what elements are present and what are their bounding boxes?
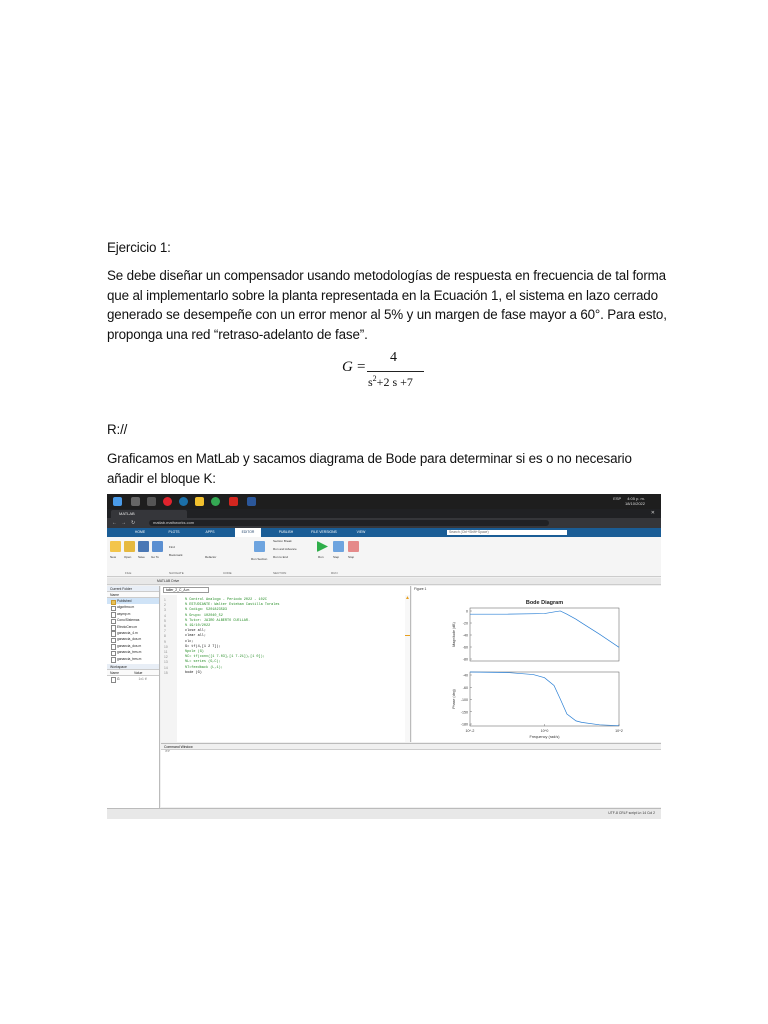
file-item[interactable]: asymp.m xyxy=(107,611,159,617)
browser-tab-strip xyxy=(107,509,661,518)
matlab-ribbon-tabs xyxy=(107,528,661,537)
run-section-button-label[interactable]: Run Section xyxy=(251,557,268,561)
line-number-gutter xyxy=(161,595,177,742)
files-column-header[interactable]: Name xyxy=(107,592,159,598)
steam-icon[interactable] xyxy=(179,497,188,506)
workspace-title: Workspace xyxy=(107,664,159,670)
acrobat-icon[interactable] xyxy=(229,497,238,506)
browser-address-bar xyxy=(107,518,661,528)
file-item[interactable]: Cono/Sistemas xyxy=(107,617,159,623)
y-tick-label: -80 xyxy=(462,657,468,662)
line-number: 13 xyxy=(164,660,168,665)
x-tick-label: 10^0 xyxy=(540,729,549,733)
code-line[interactable]: % Codigo: 5201823593 xyxy=(185,608,228,613)
equation-lhs: G xyxy=(342,359,353,375)
word-icon[interactable] xyxy=(247,497,256,506)
figure-tab[interactable]: Figure 1 xyxy=(414,587,427,591)
run-and-advance-link[interactable]: Run and Advance xyxy=(273,547,297,551)
current-path-bar[interactable]: MATLAB Drive xyxy=(107,578,661,585)
find-button-label[interactable]: Find xyxy=(169,545,175,549)
taskbar-clock[interactable] xyxy=(613,496,645,506)
file-item[interactable]: ganancia_4.m xyxy=(107,630,159,636)
chrome-icon[interactable] xyxy=(211,497,220,506)
line-number: 2 xyxy=(164,603,166,608)
code-line[interactable]: % Tutor: JAIRO ALBERTO CUELLAR. xyxy=(185,618,251,623)
transfer-function-equation xyxy=(342,350,462,394)
x-tick-label: 10^-2 xyxy=(465,729,475,733)
line-number: 11 xyxy=(164,650,168,654)
y-tick-label: -100 xyxy=(460,698,468,702)
y-tick-label: -150 xyxy=(460,710,468,715)
line-number: 8 xyxy=(164,634,166,639)
y-tick-label: -60 xyxy=(462,645,468,650)
stop-icon[interactable] xyxy=(348,541,359,552)
save-button-label[interactable]: Save xyxy=(138,555,145,559)
goto-icon[interactable] xyxy=(152,541,163,552)
refactor-button-label[interactable]: Refactor xyxy=(205,555,217,559)
line-number: 12 xyxy=(164,655,168,660)
workspace-variable[interactable] xyxy=(107,676,159,682)
equation-numerator: 4 xyxy=(390,350,397,365)
line-number: 4 xyxy=(164,613,166,618)
file-item[interactable]: ganancia_dos.m xyxy=(107,636,159,642)
back-arrow-icon[interactable]: ← xyxy=(112,520,117,526)
line-number: 15 xyxy=(164,670,168,675)
step-button-label[interactable]: Step xyxy=(333,555,340,559)
stop-button-label[interactable]: Stop xyxy=(348,555,355,559)
status-text: UTF-8 CRLF script Ln 14 Col 2 xyxy=(608,811,655,815)
tab-apps[interactable]: APPS xyxy=(205,530,215,534)
code-line[interactable]: %L= series (G,C); xyxy=(185,660,221,665)
line-number: 5 xyxy=(164,618,166,623)
equation-denominator xyxy=(368,374,413,390)
files-icon[interactable] xyxy=(195,497,204,506)
command-window-title: Command Window xyxy=(161,744,661,750)
workspace-variable-name: G xyxy=(117,676,120,681)
code-line[interactable]: % 19/10/2022 xyxy=(185,624,211,628)
line-number: 10 xyxy=(164,644,168,649)
forward-arrow-icon[interactable]: → xyxy=(121,520,126,526)
line-number: 6 xyxy=(164,624,166,628)
bode-diagram[interactable] xyxy=(412,586,661,742)
code-line[interactable]: clear all; xyxy=(185,634,207,639)
line-number: 7 xyxy=(164,629,166,634)
axes-box-2 xyxy=(470,672,619,726)
workspace-value-header[interactable]: Value xyxy=(134,670,143,675)
file-item[interactable]: ganancia_tres.m xyxy=(107,649,159,655)
answer-label: R:// xyxy=(107,422,128,437)
search-icon[interactable] xyxy=(131,497,140,506)
editor-file-tab[interactable]: taller_2_C_A.m xyxy=(163,587,209,593)
browser-tab-matlab[interactable]: MATLAB xyxy=(111,510,187,518)
command-prompt[interactable]: >> xyxy=(165,750,170,754)
ribbon-group-code: CODE xyxy=(223,571,232,575)
figure-window xyxy=(412,586,661,742)
y-axis-label: Magnitude (dB) xyxy=(452,622,456,647)
task-view-icon[interactable] xyxy=(147,497,156,506)
windows-start-icon[interactable] xyxy=(113,497,122,506)
line-number: 14 xyxy=(164,665,168,670)
denominator-rest: +2 s +7 xyxy=(376,375,413,389)
new-button-label[interactable]: New xyxy=(110,555,117,559)
ribbon-group-run: RUN xyxy=(331,571,338,575)
clock-time: 4:05 p. m. xyxy=(627,496,645,501)
denominator-s: s xyxy=(368,375,373,389)
matlab-screenshot xyxy=(107,494,661,819)
save-icon[interactable] xyxy=(138,541,149,552)
code-editor xyxy=(161,586,411,742)
equation-equals: = xyxy=(357,359,366,375)
denominator-exponent: 2 xyxy=(372,374,377,383)
run-button-label[interactable]: Run xyxy=(318,555,324,559)
code-line[interactable]: G= tf(4,[1 2 7]); xyxy=(185,644,221,649)
x-tick-label: 10^2 xyxy=(615,729,623,733)
code-line[interactable]: bode (G) xyxy=(185,670,202,675)
y-tick-label: -60 xyxy=(462,685,468,690)
y-tick-label: -180 xyxy=(460,722,468,727)
ribbon-group-navigate: NAVIGATE xyxy=(169,571,184,575)
file-item[interactable]: EfectoCero.m xyxy=(107,624,159,630)
y-tick-label: -40 xyxy=(462,633,468,638)
run-section-icon[interactable] xyxy=(254,541,265,552)
goto-button-label[interactable]: Go To xyxy=(151,555,159,559)
documentation-search[interactable]: Search (Ctrl+Shift+Space) xyxy=(447,530,567,535)
exercise-heading: Ejercicio 1: xyxy=(107,240,171,255)
reload-icon[interactable]: ↻ xyxy=(131,520,136,526)
tab-editor[interactable]: EDITOR xyxy=(235,528,261,537)
status-bar xyxy=(107,808,661,819)
code-line[interactable]: %pole (G) xyxy=(185,650,204,654)
code-analyzer-strip xyxy=(405,595,410,742)
fraction-bar xyxy=(367,371,424,372)
ribbon-group-section: SECTION xyxy=(273,571,287,575)
code-line[interactable]: close all; xyxy=(185,629,207,634)
file-item[interactable]: ganancia_tres.m xyxy=(107,656,159,662)
code-line[interactable]: %T=feedback (L,1); xyxy=(185,665,223,670)
warning-marker[interactable] xyxy=(405,635,410,636)
file-item[interactable]: algoritmo.m xyxy=(107,604,159,610)
url-field[interactable]: matlab.mathworks.com xyxy=(149,520,549,526)
tab-publish[interactable]: PUBLISH xyxy=(278,530,294,534)
file-item[interactable]: Published xyxy=(107,598,159,604)
ribbon-group-file: FILE xyxy=(125,571,132,575)
axes-box-1 xyxy=(470,608,619,661)
bookmark-button-label[interactable]: Bookmark xyxy=(169,553,183,557)
tab-file-versions[interactable]: FILE VERSIONS xyxy=(311,530,337,534)
command-window[interactable] xyxy=(161,743,661,807)
open-icon[interactable] xyxy=(124,541,135,552)
line-number: 3 xyxy=(164,608,166,613)
run-icon[interactable] xyxy=(317,541,328,552)
problem-statement: Se debe diseñar un compensador usando metodologías de respuesta en frecuencia de tal forma que al implementarlo sobre la planta representada en la Ecuación 1, el sistema en lazo cerrado generado se desempeñe con un error menor al 5% y un margen de fase mayor a 60°. Para esto, proponga una red “retraso-adelanto de fase”. xyxy=(107,268,667,342)
open-button-label[interactable]: Open xyxy=(124,555,132,559)
tab-view[interactable]: VIEW xyxy=(356,530,366,534)
editor-ribbon xyxy=(107,537,661,577)
chart-title: Bode Diagram xyxy=(525,600,564,606)
current-folder-panel xyxy=(107,586,160,808)
tab-plots[interactable]: PLOTS xyxy=(168,530,180,534)
warning-icon[interactable]: ▲ xyxy=(405,595,410,601)
code-line[interactable]: %C= tf(conv([1 7.03],[1 7.21]),[1 0]); xyxy=(185,655,265,660)
y-tick-label: -40 xyxy=(462,673,468,678)
workspace-variable-value: 1x1 tf xyxy=(138,676,147,681)
clock-date: 18/10/2022 xyxy=(624,501,645,506)
windows-taskbar xyxy=(107,494,661,509)
code-line[interactable]: % Control Analogo - Periodo 2022 - 102C xyxy=(185,598,267,602)
section-break-link[interactable]: Section Break xyxy=(273,539,292,543)
code-line[interactable]: clc; xyxy=(185,639,194,644)
step-icon[interactable] xyxy=(333,541,344,552)
tab-home[interactable]: HOME xyxy=(134,530,146,534)
current-folder-title: Current Folder xyxy=(107,586,159,592)
new-icon[interactable] xyxy=(110,541,121,552)
y-tick-label: -20 xyxy=(462,621,468,626)
run-to-end-link[interactable]: Run to End xyxy=(273,555,289,559)
opera-icon[interactable] xyxy=(163,497,172,506)
answer-paragraph: Graficamos en MatLab y sacamos diagrama de Bode para determinar si es o no necesario añadir el bloque K: xyxy=(107,451,632,486)
code-line[interactable]: % Grupo: 102040_52 xyxy=(185,613,223,618)
code-line[interactable]: % ESTUDIANTE: Walter Esteban Castilla Torales xyxy=(185,603,280,608)
y-axis-label: Phase (deg) xyxy=(452,689,456,709)
line-number: 9 xyxy=(164,639,166,644)
workspace-name-header[interactable]: Name xyxy=(110,670,120,675)
x-axis-label: Frequency (rad/s) xyxy=(529,735,560,739)
language-indicator[interactable]: ESP xyxy=(613,496,622,501)
close-icon[interactable]: ✕ xyxy=(650,510,655,516)
y-tick-label: 0 xyxy=(466,609,468,614)
file-item[interactable]: ganancia_dos.m xyxy=(107,643,159,649)
line-number: 1 xyxy=(164,598,166,602)
